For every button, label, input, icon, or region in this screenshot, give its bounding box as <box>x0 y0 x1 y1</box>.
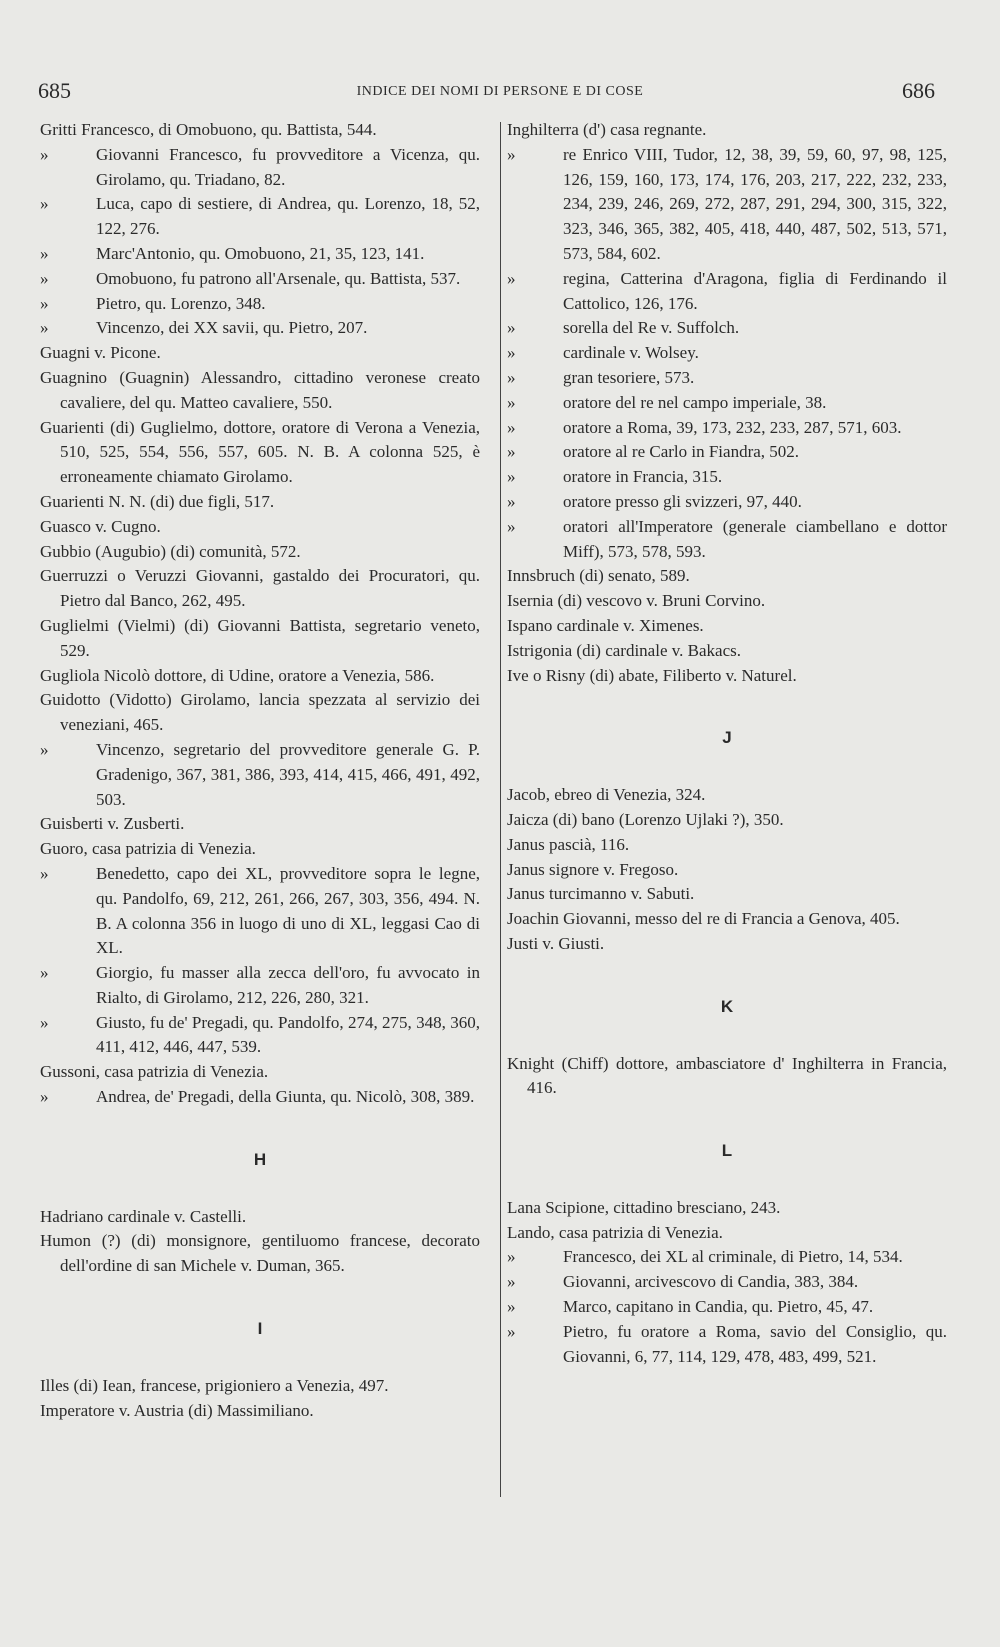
index-subentry <box>507 341 947 366</box>
index-entry: Guarienti (di) Guglielmo, dottore, oratore di Verona a Venezia, 510, 525, 554, 556, 557, 605. N. B. A colonna 525, è erroneamente chiamato Girolamo. <box>40 417 480 487</box>
subentry-text: Benedetto, capo dei XL, provveditore sopra le legne, qu. Pandolfo, 69, 212, 261, 266, 267, 303, 356, 494. N. B. A colonna 356 in luogo di uno di XL, leggasi Cao di XL. <box>96 863 480 958</box>
ditto-mark: » <box>507 343 516 363</box>
index-subentry <box>507 1320 947 1370</box>
index-subentry <box>507 143 947 267</box>
index-entry: Jacob, ebreo di Venezia, 324. <box>507 785 706 805</box>
index-entry: Imperatore v. Austria (di) Massimiliano. <box>40 1400 314 1420</box>
index-subentry <box>40 1011 480 1061</box>
index-entry: Istrigonia (di) cardinale v. Bakacs. <box>507 640 741 660</box>
index-entry: Janus signore v. Fregoso. <box>507 859 679 879</box>
index-entry: Isernia (di) vescovo v. Bruni Corvino. <box>507 591 766 611</box>
section-letter: J <box>722 728 732 748</box>
ditto-mark: » <box>40 963 49 983</box>
ditto-mark: » <box>40 293 49 313</box>
index-entry: Guerruzzi o Veruzzi Giovanni, gastaldo dei Procuratori, qu. Pietro dal Banco, 262, 495. <box>40 566 480 611</box>
ditto-mark: » <box>507 367 516 387</box>
subentry-text: Luca, capo di sestiere, di Andrea, qu. Lorenzo, 18, 52, 122, 276. <box>96 194 480 239</box>
index-entry: Gritti Francesco, di Omobuono, qu. Battista, 544. <box>40 120 377 139</box>
ditto-mark: » <box>507 392 516 412</box>
ditto-mark: » <box>507 144 516 164</box>
ditto-mark: » <box>507 318 516 338</box>
index-entry: Guarienti N. N. (di) due figli, 517. <box>40 491 275 511</box>
index-entry: Illes (di) Iean, francese, prigioniero a Venezia, 497. <box>40 1375 389 1395</box>
index-subentry <box>507 1270 947 1295</box>
subentry-text: Andrea, de' Pregadi, della Giunta, qu. Nicolò, 308, 389. <box>96 1087 475 1107</box>
index-subentry <box>507 366 947 391</box>
section-letter: I <box>257 1319 263 1339</box>
page-header <box>0 78 1000 108</box>
index-entry: Lando, casa patrizia di Venezia. <box>507 1222 723 1242</box>
subentry-text: Pietro, qu. Lorenzo, 348. <box>96 293 266 313</box>
index-entry: Innsbruch (di) senato, 589. <box>507 566 690 586</box>
ditto-mark: » <box>507 1272 516 1292</box>
subentry-text: Giorgio, fu masser alla zecca dell'oro, fu avvocato in Rialto, di Girolamo, 212, 226, 280, 321. <box>96 963 480 1007</box>
index-subentry <box>40 961 480 1011</box>
ditto-mark: » <box>40 863 49 883</box>
index-entry: Jaicza (di) bano (Lorenzo Ujlaki ?), 350. <box>507 809 784 829</box>
ditto-mark: » <box>40 194 49 214</box>
ditto-mark: » <box>40 243 49 263</box>
ditto-mark: » <box>40 1087 49 1107</box>
index-subentry <box>40 267 480 292</box>
index-entry: Knight (Chiff) dottore, ambasciatore d' Inghilterra in Francia, 416. <box>507 1053 947 1098</box>
subentry-text: oratore a Roma, 39, 173, 232, 233, 287, 571, 603. <box>563 417 902 437</box>
subentry-text: Francesco, dei XL al criminale, di Pietro, 14, 534. <box>563 1247 903 1267</box>
index-subentry <box>507 391 947 416</box>
index-entry: Guagni v. Picone. <box>40 343 161 363</box>
ditto-mark: » <box>507 516 516 536</box>
subentry-text: Vincenzo, segretario del provveditore generale G. P. Gradenigo, 367, 381, 386, 393, 414, 415, 466, 491, 492, 503. <box>96 739 480 809</box>
index-subentry <box>40 738 480 812</box>
index-entry: Guisberti v. Zusberti. <box>40 814 185 834</box>
index-subentry <box>40 192 480 242</box>
index-entry: Gubbio (Augubio) (di) comunità, 572. <box>40 541 301 561</box>
index-entry: Hadriano cardinale v. Castelli. <box>40 1206 247 1226</box>
index-entry: Justi v. Giusti. <box>507 933 605 953</box>
index-subentry <box>507 267 947 317</box>
subentry-text: oratore presso gli svizzeri, 97, 440. <box>563 491 802 511</box>
subentry-text: re Enrico VIII, Tudor, 12, 38, 39, 59, 60, 97, 98, 125, 126, 159, 160, 173, 174, 176, 203, 217, 222, 232, 233, 234, 239, 246, 269, 272, 287, 291, 294, 300, 315, 322, 323, 346, 365, 382, 405, 418, 440, 487, 502, 513, 571, 573, 584, 602. <box>563 144 947 263</box>
ditto-mark: » <box>40 318 49 338</box>
section-letter: L <box>721 1141 733 1161</box>
subentry-text: cardinale v. Wolsey. <box>563 343 699 363</box>
ditto-mark: » <box>507 467 516 487</box>
index-entry: Joachin Giovanni, messo del re di Francia a Genova, 405. <box>507 909 900 929</box>
index-entry: Guglielmi (Vielmi) (di) Giovanni Battista, segretario veneto, 529. <box>40 615 480 660</box>
index-subentry <box>507 490 947 515</box>
index-entry: Ive o Risny (di) abate, Filiberto v. Naturel. <box>507 665 797 685</box>
index-subentry <box>507 1295 947 1320</box>
index-subentry <box>40 862 480 961</box>
index-entry: Gugliola Nicolò dottore, di Udine, oratore a Venezia, 586. <box>40 665 435 685</box>
subentry-text: Marc'Antonio, qu. Omobuono, 21, 35, 123, 141. <box>96 243 425 263</box>
index-subentry <box>40 143 480 193</box>
subentry-text: Giovanni, arcivescovo di Candia, 383, 384. <box>563 1272 859 1292</box>
index-entry: Humon (?) (di) monsignore, gentiluomo francese, decorato dell'ordine di san Michele v. Duman, 365. <box>40 1231 480 1276</box>
right-page-number: 686 <box>902 78 935 103</box>
index-subentry <box>507 515 947 565</box>
ditto-mark: » <box>507 491 516 511</box>
index-entry: Gussoni, casa patrizia di Venezia. <box>40 1062 269 1082</box>
index-subentry <box>40 242 480 267</box>
section-letter: K <box>720 996 734 1016</box>
ditto-mark: » <box>40 739 49 759</box>
index-entry: Inghilterra (d') casa regnante. <box>507 120 707 139</box>
subentry-text: Marco, capitano in Candia, qu. Pietro, 45, 47. <box>563 1297 874 1317</box>
ditto-mark: » <box>40 268 49 288</box>
subentry-text: Pietro, fu oratore a Roma, savio del Consiglio, qu. Giovanni, 6, 77, 114, 129, 478, 483, 499, 521. <box>563 1321 947 1366</box>
right-column <box>507 118 947 1369</box>
index-subentry <box>507 416 947 441</box>
subentry-text: regina, Catterina d'Aragona, figlia di Ferdinando il Cattolico, 126, 176. <box>563 268 947 313</box>
index-subentry <box>40 292 480 317</box>
section-letter: H <box>253 1149 267 1169</box>
ditto-mark: » <box>507 417 516 437</box>
index-entry: Lana Scipione, cittadino bresciano, 243. <box>507 1197 781 1217</box>
index-entry: Guasco v. Cugno. <box>40 516 161 536</box>
subentry-text: oratore in Francia, 315. <box>563 467 723 487</box>
subentry-text: sorella del Re v. Suffolch. <box>563 318 740 338</box>
left-column <box>40 118 480 1423</box>
index-subentry <box>40 316 480 341</box>
ditto-mark: » <box>507 442 516 462</box>
subentry-text: gran tesoriere, 573. <box>563 367 695 387</box>
index-subentry <box>507 465 947 490</box>
subentry-text: Giusto, fu de' Pregadi, qu. Pandolfo, 274, 275, 348, 360, 411, 412, 446, 447, 539. <box>96 1012 480 1057</box>
index-subentry <box>507 316 947 341</box>
left-page-number: 685 <box>38 78 71 103</box>
index-entry: Janus turcimanno v. Sabuti. <box>507 884 695 904</box>
subentry-text: Vincenzo, dei XX savii, qu. Pietro, 207. <box>96 318 368 338</box>
ditto-mark: » <box>507 268 516 288</box>
ditto-mark: » <box>507 1321 516 1341</box>
subentry-text: Omobuono, fu patrono all'Arsenale, qu. Battista, 537. <box>96 268 461 288</box>
column-divider <box>500 122 501 1497</box>
index-entry: Janus pascià, 116. <box>507 834 630 854</box>
ditto-mark: » <box>40 1012 49 1032</box>
running-title: INDICE DEI NOMI DI PERSONE E DI COSE <box>356 84 644 99</box>
index-subentry <box>40 1085 480 1110</box>
index-entry: Guidotto (Vidotto) Girolamo, lancia spezzata al servizio dei veneziani, 465. <box>40 690 480 735</box>
ditto-mark: » <box>40 144 49 164</box>
index-subentry <box>507 440 947 465</box>
index-entry: Ispano cardinale v. Ximenes. <box>507 615 704 635</box>
index-subentry <box>507 1245 947 1270</box>
ditto-mark: » <box>507 1297 516 1317</box>
subentry-text: oratori all'Imperatore (generale ciambellano e dottor Miff), 573, 578, 593. <box>563 516 947 561</box>
subentry-text: oratore al re Carlo in Fiandra, 502. <box>563 442 800 462</box>
subentry-text: Giovanni Francesco, fu provveditore a Vicenza, qu. Girolamo, qu. Triadano, 82. <box>96 144 480 189</box>
index-entry: Guagnino (Guagnin) Alessandro, cittadino veronese creato cavaliere, del qu. Matteo cavaliere, 550. <box>40 367 480 412</box>
index-entry: Guoro, casa patrizia di Venezia. <box>40 839 256 859</box>
subentry-text: oratore del re nel campo imperiale, 38. <box>563 392 827 412</box>
ditto-mark: » <box>507 1247 516 1267</box>
